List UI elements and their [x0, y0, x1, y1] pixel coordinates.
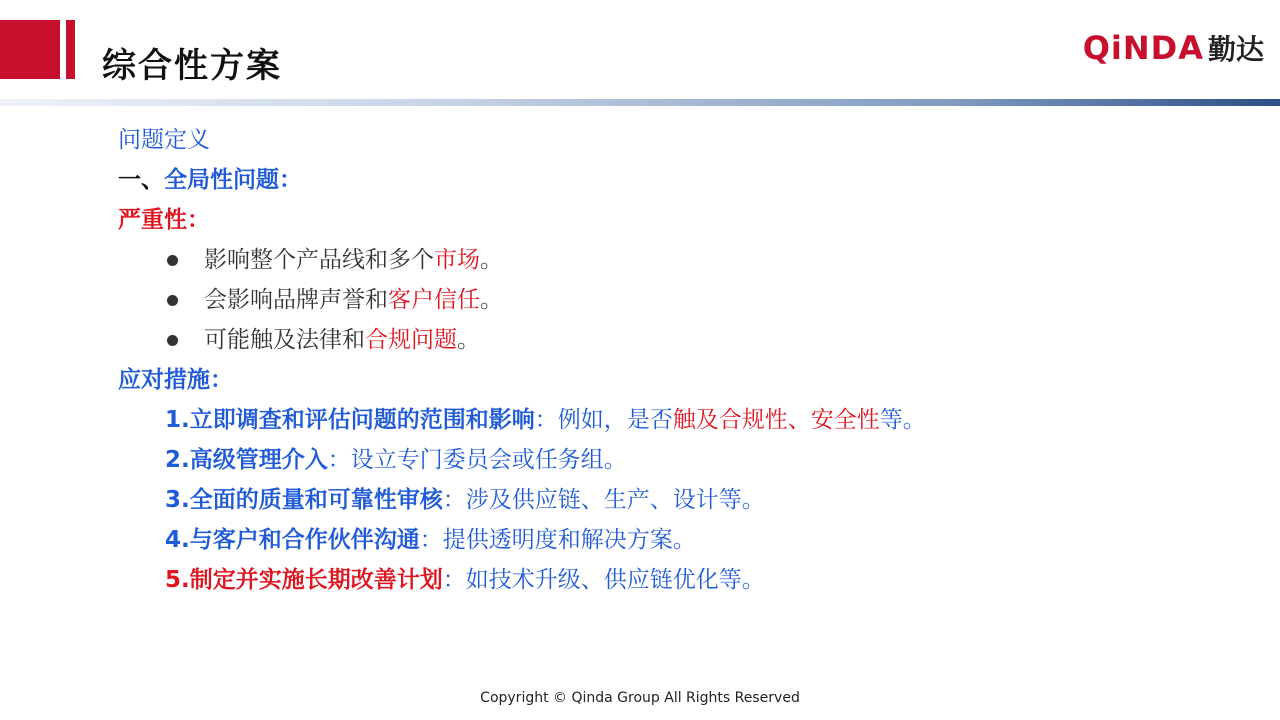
measure-label: 立即调查和评估问题的范围和影响 — [189, 406, 535, 433]
header-red-block — [0, 20, 60, 79]
severity-item — [118, 280, 1258, 320]
severity-item — [118, 240, 1258, 280]
measure-number: 5. — [165, 567, 190, 593]
measure-highlight: 触及合规性 — [672, 407, 788, 433]
measure-highlight: 安全性 — [810, 407, 880, 433]
measure-separator: 、 — [787, 407, 811, 433]
severity-item-highlight: 合规问题 — [365, 327, 457, 353]
definition-heading: 问题定义 — [118, 127, 210, 153]
header-divider — [0, 99, 1280, 106]
bullet-dot-icon — [167, 335, 178, 346]
severity-item-text: 影响整个产品线和多个 — [204, 247, 434, 273]
severity-item-text: 会影响品牌声誉和 — [204, 287, 388, 313]
measure-end: 等。 — [879, 407, 926, 433]
measure-item — [118, 480, 1258, 520]
severity-list — [118, 240, 1258, 360]
measures-heading: 应对措施： — [118, 366, 233, 393]
bullet-dot-icon — [167, 295, 178, 306]
measure-item — [118, 440, 1258, 480]
copyright-footer: Copyright © Qinda Group All Rights Reserved — [480, 690, 800, 706]
severity-item — [118, 320, 1258, 360]
measure-colon: ： — [327, 447, 351, 473]
logo-chinese-text: 勤达 — [1207, 33, 1264, 66]
measure-item — [118, 520, 1258, 560]
measure-colon: ： — [442, 567, 466, 593]
section-prefix: 一、 — [118, 166, 164, 193]
measure-number: 4. — [165, 527, 190, 553]
measure-label: 全面的质量和可靠性审核 — [189, 486, 443, 513]
measure-desc: 例如，是否 — [557, 407, 673, 433]
measure-colon: ： — [419, 527, 443, 553]
header-red-bar — [66, 20, 75, 79]
measure-number: 2. — [165, 447, 190, 473]
severity-item-highlight: 客户信任 — [388, 287, 480, 313]
measure-desc: 如技术升级、供应链优化等。 — [465, 567, 765, 593]
measure-label: 制定并实施长期改善计划 — [189, 566, 443, 593]
measure-desc: 涉及供应链、生产、设计等。 — [465, 487, 765, 513]
measure-item — [118, 400, 1258, 440]
severity-item-end: 。 — [480, 247, 503, 273]
severity-item-end: 。 — [480, 287, 503, 313]
logo-latin-text: QiNDA — [1082, 29, 1204, 67]
measure-item — [118, 560, 1258, 600]
measure-colon: ： — [442, 487, 466, 513]
measure-colon: ： — [534, 407, 558, 433]
bullet-dot-icon — [167, 255, 178, 266]
measure-desc: 设立专门委员会或任务组。 — [350, 447, 627, 473]
measure-label: 与客户和合作伙伴沟通 — [189, 526, 420, 553]
qinda-logo — [1083, 28, 1264, 68]
severity-item-highlight: 市场 — [434, 247, 480, 273]
measure-number: 3. — [165, 487, 190, 513]
measure-label: 高级管理介入 — [189, 446, 328, 473]
measure-number: 1. — [165, 407, 190, 433]
section-heading — [118, 160, 1258, 200]
measures-list — [118, 400, 1258, 600]
page-title: 综合性方案 — [102, 46, 282, 86]
measure-desc: 提供透明度和解决方案。 — [442, 527, 696, 553]
severity-item-end: 。 — [457, 327, 480, 353]
severity-item-text: 可能触及法律和 — [204, 327, 365, 353]
slide-content — [118, 120, 1258, 600]
severity-heading: 严重性： — [118, 206, 210, 233]
section-title: 全局性问题： — [164, 166, 302, 193]
